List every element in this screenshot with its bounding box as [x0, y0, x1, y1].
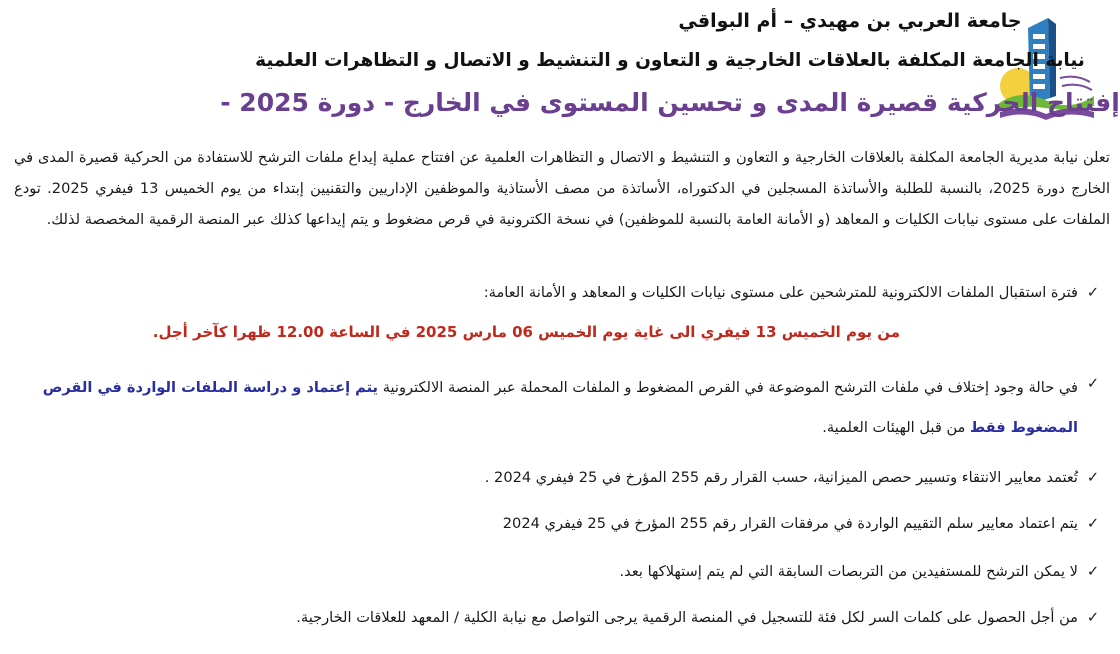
announcement-title: إفتتاح الحركية قصيرة المدى و تحسين المستوى في الخارج - دورة 2025 -	[220, 88, 1120, 117]
prior-beneficiaries-text: لا يمكن الترشح للمستفيدين من التربصات السابقة التي لم يتم إستهلاكها بعد.	[619, 563, 1078, 580]
list-item-criteria	[20, 462, 1110, 493]
list-item-passwords	[20, 602, 1110, 633]
discrepancy-text	[20, 368, 1110, 448]
discrepancy-part1: في حالة وجود إختلاف في ملفات الترشح الموضوعة في القرص المضغوط و الملفات المحملة عبر المنصة الالكترونية	[382, 379, 1078, 396]
intro-paragraph: تعلن نيابة مديرية الجامعة المكلفة بالعلاقات الخارجية و التعاون و التنشيط و الاتصال و التظاهرات العلمية عن افتتاح عملية إيداع ملفات الترشح للاستفادة من الحركية قصيرة المدى في الخارج دورة 2025، بالنسبة للطلبة والأساتذة المسجلين في الدكتوراه، الأساتذة من مصف الأستاذية والموظفين الإداريين والتقنيين إبتداء من يوم الخميس 13 فيفري 2025. تودع الملفات على مستوى نيابات الكليات و المعاهد (و الأمانة العامة بالنسبة للموظفين) في نسخة الكترونية في قرص مضغوط و يتم إيداعها كذلك عبر المنصة الرقمية المخصصة لذلك.	[14, 149, 1110, 228]
checkmark-icon: ✓	[1086, 563, 1100, 580]
checkmark-icon: ✓	[1086, 469, 1100, 486]
deadline-text: من يوم الخميس 13 فيفري الى غاية يوم الخميس 06 مارس 2025 في الساعة 12.00 ظهرا كآخر أجل.	[152, 323, 900, 341]
checkmark-icon: ✓	[1086, 284, 1100, 301]
checkmark-icon: ✓	[1086, 609, 1100, 626]
university-name: جامعة العربي بن مهيدي – أم البواقي	[678, 10, 1022, 32]
list-item-prior-beneficiaries	[20, 556, 1110, 587]
discrepancy-part2: من قبل الهيئات العلمية.	[822, 419, 966, 436]
list-item-grading	[20, 508, 1110, 539]
vice-rectorate-title: نيابة الجامعة المكلفة بالعلاقات الخارجية و التعاون و التنشيط و الاتصال و التظاهرات العلمية	[255, 50, 1085, 71]
list-item-reception-period	[20, 277, 1110, 308]
checkmark-icon: ✓	[1086, 515, 1100, 532]
grading-text: يتم اعتماد معايير سلم التقييم الواردة في مرفقات القرار رقم 255 المؤرخ في 25 فيفري 2024	[502, 515, 1078, 532]
reception-period-text: فترة استقبال الملفات الالكترونية للمترشحين على مستوى نيابات الكليات و المعاهد و الأمانة العامة:	[483, 284, 1078, 301]
criteria-text: تُعتمد معايير الانتقاء وتسيير حصص الميزانية، حسب القرار رقم 255 المؤرخ في 25 فيفري 2024 .	[484, 469, 1078, 486]
list-item-discrepancy	[20, 368, 1110, 448]
checkmark-icon: ✓	[1086, 375, 1100, 392]
discrepancy-highlight: يتم إعتماد و دراسة الملفات الواردة في القرص المضغوط فقط	[42, 379, 1078, 436]
passwords-text: من أجل الحصول على كلمات السر لكل فئة للتسجيل في المنصة الرقمية يرجى التواصل مع نيابة الكلية / المعهد للعلاقات الخارجية.	[296, 609, 1078, 626]
